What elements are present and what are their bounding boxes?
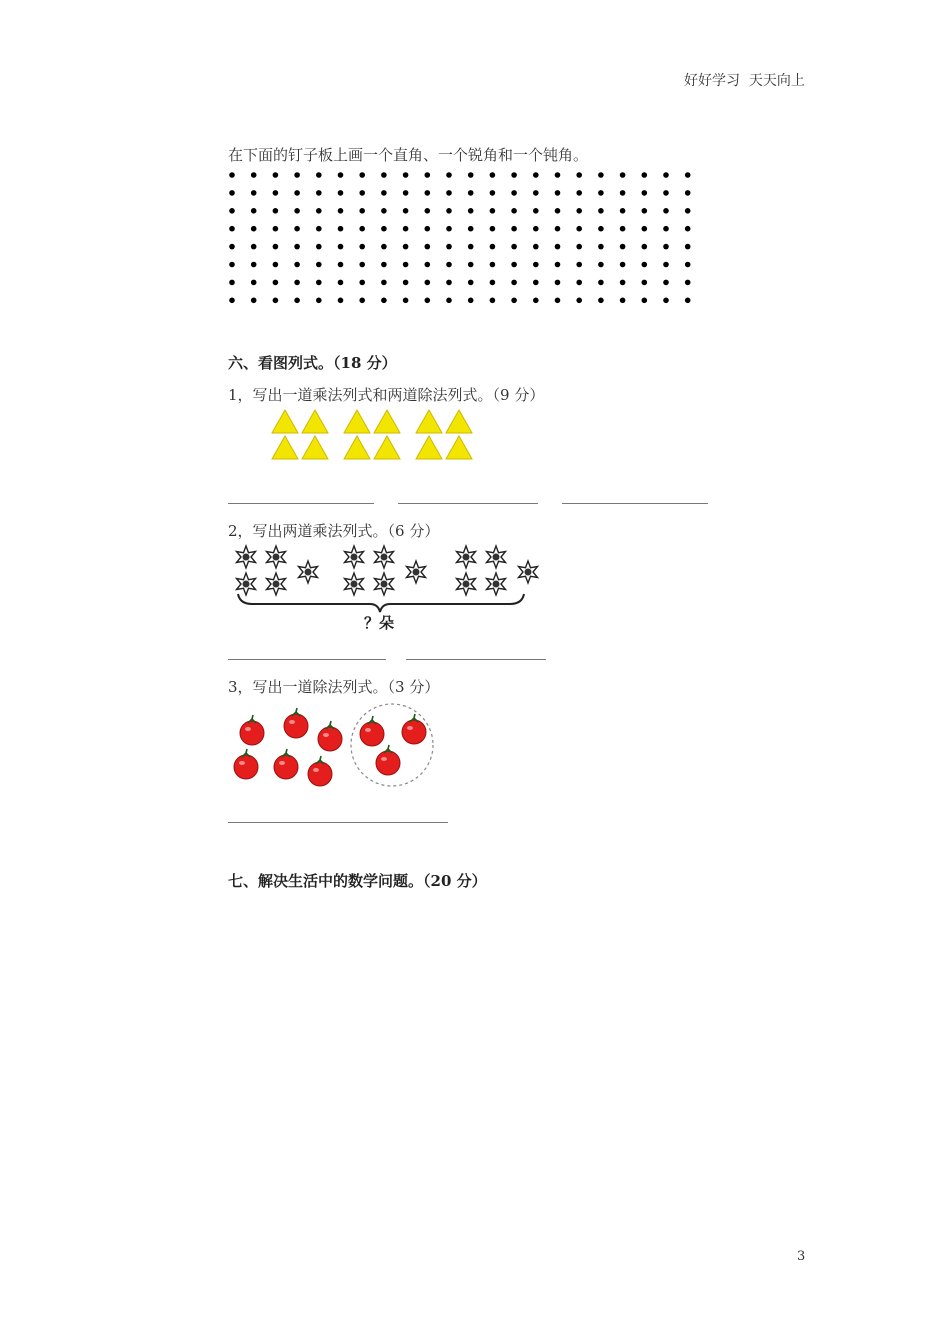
peg-dot[interactable] [403, 298, 409, 304]
pegboard-instruction: 在下面的钉子板上画一个直角、一个锐角和一个钝角。 [228, 146, 589, 164]
peg-dot[interactable] [490, 298, 496, 304]
peg-dot[interactable] [425, 226, 431, 232]
peg-dot[interactable] [576, 190, 582, 196]
peg-dot[interactable] [468, 280, 474, 286]
peg-dot[interactable] [294, 298, 300, 304]
peg-dot[interactable] [316, 262, 322, 268]
peg-dot[interactable] [425, 244, 431, 250]
apple-icon [318, 721, 342, 751]
peg-dot[interactable] [381, 298, 387, 304]
peg-dot[interactable] [229, 262, 235, 268]
peg-dot[interactable] [533, 190, 539, 196]
peg-dot[interactable] [446, 172, 452, 178]
peg-dot[interactable] [511, 208, 517, 214]
peg-dot[interactable] [294, 172, 300, 178]
peg-dot[interactable] [533, 280, 539, 286]
peg-dot[interactable] [294, 208, 300, 214]
answer-line-1c[interactable] [562, 503, 708, 504]
apple-icon [234, 749, 258, 779]
peg-dot[interactable] [642, 262, 648, 268]
peg-dot[interactable] [229, 190, 235, 196]
page-header: 好好学习 天天向上 [684, 73, 805, 89]
peg-dot[interactable] [490, 280, 496, 286]
triangle-shape [302, 410, 328, 433]
peg-dot[interactable] [338, 208, 344, 214]
flower-groups [228, 542, 548, 612]
peg-dot[interactable] [403, 172, 409, 178]
peg-dot[interactable] [555, 190, 561, 196]
peg-dot[interactable] [468, 298, 474, 304]
peg-dot[interactable] [511, 280, 517, 286]
apple-icon [274, 749, 298, 779]
peg-dot[interactable] [576, 244, 582, 250]
peg-dot[interactable] [555, 172, 561, 178]
question-3-text: 3，写出一道除法列式。（3 分） [228, 678, 440, 696]
peg-dot[interactable] [338, 280, 344, 286]
peg-dot[interactable] [468, 208, 474, 214]
answer-line-2b[interactable] [406, 659, 546, 660]
peg-dot[interactable] [316, 226, 322, 232]
peg-dot[interactable] [425, 298, 431, 304]
peg-dot[interactable] [533, 244, 539, 250]
peg-dot[interactable] [576, 172, 582, 178]
flower-icon [267, 573, 286, 595]
triangle-shape [374, 436, 400, 459]
flower-icon [345, 573, 364, 595]
peg-dot[interactable] [642, 190, 648, 196]
peg-dot[interactable] [511, 226, 517, 232]
flower-icon [457, 573, 476, 595]
apple-icon [360, 716, 384, 746]
peg-dot[interactable] [229, 298, 235, 304]
triangle-shape [446, 436, 472, 459]
peg-dot[interactable] [381, 262, 387, 268]
peg-dot[interactable] [663, 172, 669, 178]
peg-dot[interactable] [294, 226, 300, 232]
peg-dot[interactable] [359, 208, 365, 214]
peg-dot[interactable] [229, 172, 235, 178]
peg-dot[interactable] [533, 172, 539, 178]
apple-icon [376, 745, 400, 775]
peg-dot[interactable] [381, 280, 387, 286]
peg-dot[interactable] [446, 262, 452, 268]
peg-dot[interactable] [446, 244, 452, 250]
peg-dot[interactable] [251, 244, 257, 250]
peg-dot[interactable] [663, 244, 669, 250]
brace-label: ？朵 [364, 614, 395, 632]
triangle-shape [272, 436, 298, 459]
peg-dot[interactable] [316, 298, 322, 304]
flower-icon [375, 573, 394, 595]
peg-dot[interactable] [338, 172, 344, 178]
triangle-shape [416, 436, 442, 459]
peg-dot[interactable] [663, 262, 669, 268]
peg-dot[interactable] [663, 208, 669, 214]
peg-dot[interactable] [338, 190, 344, 196]
peg-dot[interactable] [555, 226, 561, 232]
peg-dot[interactable] [685, 208, 691, 214]
peg-dot[interactable] [403, 280, 409, 286]
peg-dot[interactable] [663, 226, 669, 232]
peg-dot[interactable] [468, 190, 474, 196]
peg-dot[interactable] [598, 298, 604, 304]
flower-icon [519, 561, 538, 583]
peg-dot[interactable] [359, 298, 365, 304]
peg-dot[interactable] [425, 280, 431, 286]
peg-dot[interactable] [598, 244, 604, 250]
apple-icon [402, 714, 426, 744]
peg-dot[interactable] [359, 190, 365, 196]
peg-dot[interactable] [273, 226, 279, 232]
peg-dot[interactable] [511, 244, 517, 250]
peg-dot[interactable] [273, 208, 279, 214]
peg-dot[interactable] [229, 244, 235, 250]
peg-dot[interactable] [273, 280, 279, 286]
peg-dot[interactable] [425, 208, 431, 214]
section-7-title: 七、解决生活中的数学问题。（20 分） [228, 872, 487, 890]
peg-dot[interactable] [316, 280, 322, 286]
section-6-title: 六、看图列式。（18 分） [228, 354, 397, 372]
peg-dot[interactable] [511, 262, 517, 268]
peg-dot[interactable] [576, 208, 582, 214]
peg-dot[interactable] [381, 172, 387, 178]
peg-dot[interactable] [555, 298, 561, 304]
peg-dot[interactable] [685, 280, 691, 286]
peg-dot[interactable] [381, 208, 387, 214]
peg-dot[interactable] [576, 298, 582, 304]
peg-dot[interactable] [576, 280, 582, 286]
peg-dot[interactable] [511, 298, 517, 304]
peg-dot[interactable] [403, 190, 409, 196]
peg-dot[interactable] [576, 226, 582, 232]
apple-groups [226, 702, 446, 802]
page-number: 3 [797, 1249, 806, 1264]
peg-dot[interactable] [642, 208, 648, 214]
pegboard[interactable] [224, 168, 704, 308]
peg-dot[interactable] [338, 244, 344, 250]
peg-dot[interactable] [620, 190, 626, 196]
peg-dot[interactable] [273, 172, 279, 178]
peg-dot[interactable] [620, 208, 626, 214]
flower-icon [267, 546, 286, 568]
apple-icon [240, 715, 264, 745]
peg-dot[interactable] [598, 280, 604, 286]
flower-icon [457, 546, 476, 568]
peg-dot[interactable] [511, 190, 517, 196]
peg-dot[interactable] [468, 262, 474, 268]
question-2-text: 2，写出两道乘法列式。（6 分） [228, 522, 440, 540]
peg-dot[interactable] [251, 262, 257, 268]
peg-dot[interactable] [685, 298, 691, 304]
flower-icon [345, 546, 364, 568]
peg-dot[interactable] [229, 226, 235, 232]
peg-dot[interactable] [468, 226, 474, 232]
peg-dot[interactable] [685, 262, 691, 268]
flower-icon [407, 561, 426, 583]
peg-dot[interactable] [490, 226, 496, 232]
apple-icon [308, 756, 332, 786]
peg-dot[interactable] [663, 280, 669, 286]
peg-dot[interactable] [251, 208, 257, 214]
flower-icon [375, 546, 394, 568]
triangle-shape [416, 410, 442, 433]
peg-dot[interactable] [273, 190, 279, 196]
peg-dot[interactable] [294, 190, 300, 196]
apple-icon [284, 708, 308, 738]
peg-dot[interactable] [403, 208, 409, 214]
peg-dot[interactable] [685, 244, 691, 250]
peg-dot[interactable] [294, 280, 300, 286]
flower-icon [237, 546, 256, 568]
peg-dot[interactable] [468, 172, 474, 178]
peg-dot[interactable] [533, 226, 539, 232]
peg-dot[interactable] [229, 280, 235, 286]
peg-dot[interactable] [555, 262, 561, 268]
triangle-shape [446, 410, 472, 433]
peg-dot[interactable] [273, 298, 279, 304]
peg-dot[interactable] [598, 190, 604, 196]
flower-icon [299, 561, 318, 583]
peg-dot[interactable] [490, 172, 496, 178]
peg-dot[interactable] [446, 226, 452, 232]
peg-dot[interactable] [251, 190, 257, 196]
peg-dot[interactable] [294, 244, 300, 250]
peg-dot[interactable] [620, 280, 626, 286]
peg-dot[interactable] [598, 208, 604, 214]
triangle-shape [272, 410, 298, 433]
peg-dot[interactable] [446, 280, 452, 286]
peg-dot[interactable] [359, 172, 365, 178]
peg-dot[interactable] [598, 262, 604, 268]
peg-dot[interactable] [598, 172, 604, 178]
peg-dot[interactable] [642, 172, 648, 178]
peg-dot[interactable] [359, 280, 365, 286]
peg-dot[interactable] [294, 262, 300, 268]
peg-dot[interactable] [555, 208, 561, 214]
flower-icon [237, 573, 256, 595]
peg-dot[interactable] [316, 244, 322, 250]
peg-dot[interactable] [446, 208, 452, 214]
peg-dot[interactable] [251, 226, 257, 232]
peg-dot[interactable] [381, 190, 387, 196]
peg-dot[interactable] [533, 262, 539, 268]
peg-dot[interactable] [685, 190, 691, 196]
peg-dot[interactable] [316, 172, 322, 178]
peg-dot[interactable] [576, 262, 582, 268]
peg-dot[interactable] [273, 262, 279, 268]
peg-dot[interactable] [403, 226, 409, 232]
triangle-groups [268, 408, 488, 468]
peg-dot[interactable] [598, 226, 604, 232]
peg-dot[interactable] [685, 226, 691, 232]
peg-dot[interactable] [338, 262, 344, 268]
peg-dot[interactable] [446, 298, 452, 304]
flower-icon [487, 546, 506, 568]
peg-dot[interactable] [425, 172, 431, 178]
peg-dot[interactable] [490, 190, 496, 196]
answer-line-1b[interactable] [398, 503, 538, 504]
peg-dot[interactable] [555, 244, 561, 250]
peg-dot[interactable] [620, 262, 626, 268]
peg-dot[interactable] [425, 190, 431, 196]
triangle-shape [302, 436, 328, 459]
peg-dot[interactable] [663, 298, 669, 304]
peg-dot[interactable] [533, 208, 539, 214]
peg-dot[interactable] [620, 298, 626, 304]
peg-dot[interactable] [359, 262, 365, 268]
peg-dot[interactable] [251, 298, 257, 304]
peg-dot[interactable] [490, 244, 496, 250]
curly-brace [238, 594, 524, 612]
triangle-shape [344, 436, 370, 459]
triangle-shape [344, 410, 370, 433]
peg-dot[interactable] [555, 280, 561, 286]
peg-dot[interactable] [663, 190, 669, 196]
peg-dot[interactable] [251, 172, 257, 178]
peg-dot[interactable] [642, 226, 648, 232]
peg-dot[interactable] [403, 244, 409, 250]
peg-dot[interactable] [468, 244, 474, 250]
peg-dot[interactable] [359, 244, 365, 250]
peg-dot[interactable] [359, 226, 365, 232]
flower-icon [487, 573, 506, 595]
peg-dot[interactable] [620, 226, 626, 232]
peg-dot[interactable] [338, 298, 344, 304]
peg-dot[interactable] [642, 244, 648, 250]
peg-dot[interactable] [685, 172, 691, 178]
triangle-shape [374, 410, 400, 433]
answer-line-2a[interactable] [228, 659, 386, 660]
answer-line-3[interactable] [228, 822, 448, 823]
peg-dot[interactable] [403, 262, 409, 268]
peg-dot[interactable] [381, 244, 387, 250]
peg-dot[interactable] [446, 190, 452, 196]
peg-dot[interactable] [642, 280, 648, 286]
peg-dot[interactable] [229, 208, 235, 214]
peg-dot[interactable] [490, 208, 496, 214]
peg-dot[interactable] [490, 262, 496, 268]
peg-dot[interactable] [620, 172, 626, 178]
peg-dot[interactable] [316, 208, 322, 214]
peg-dot[interactable] [533, 298, 539, 304]
peg-dot[interactable] [316, 190, 322, 196]
peg-dot[interactable] [251, 280, 257, 286]
answer-line-1a[interactable] [228, 503, 374, 504]
peg-dot[interactable] [620, 244, 626, 250]
peg-dot[interactable] [338, 226, 344, 232]
peg-dot[interactable] [273, 244, 279, 250]
peg-dot[interactable] [642, 298, 648, 304]
peg-dot[interactable] [425, 262, 431, 268]
peg-dot[interactable] [381, 226, 387, 232]
peg-dot[interactable] [511, 172, 517, 178]
question-1-text: 1，写出一道乘法列式和两道除法列式。（9 分） [228, 386, 545, 404]
